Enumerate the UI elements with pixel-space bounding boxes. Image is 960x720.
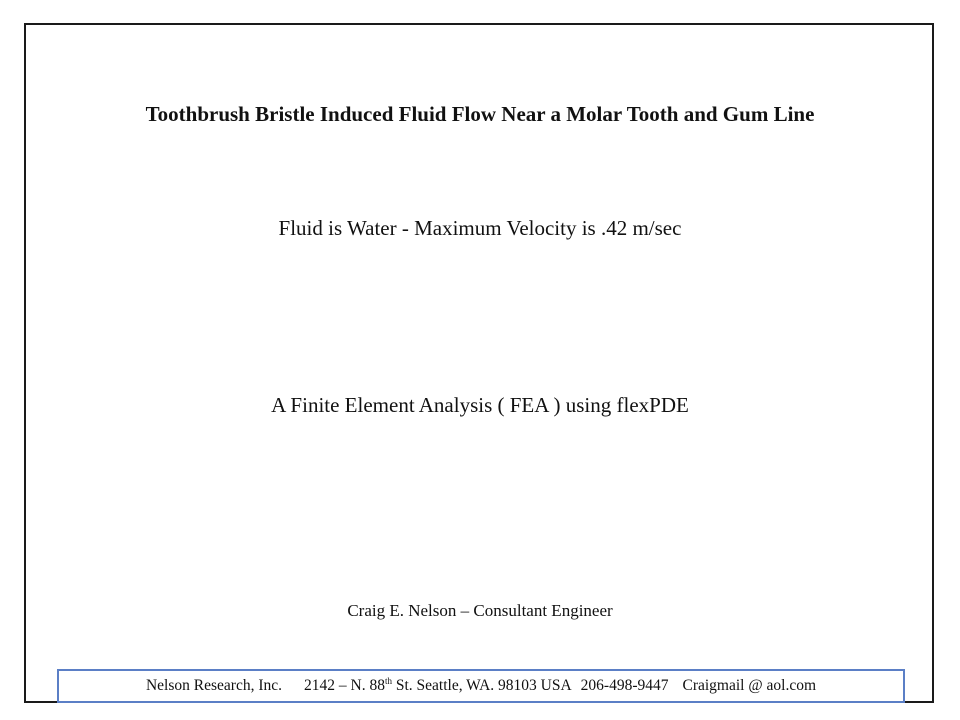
street-ordinal-suffix: th xyxy=(384,675,392,686)
contact-footer xyxy=(57,669,905,703)
street-number: 2142 – N. 88 xyxy=(304,677,385,694)
slide-title: Toothbrush Bristle Induced Fluid Flow Near a Molar Tooth and Gum Line xyxy=(145,102,815,126)
contact-footer-text xyxy=(146,677,816,695)
phone-number: 206-498-9447 xyxy=(580,677,669,694)
author-line: Craig E. Nelson – Consultant Engineer xyxy=(347,601,613,620)
slide-subtitle: Fluid is Water - Maximum Velocity is .42 m/sec xyxy=(278,216,682,240)
email-address[interactable]: Craigmail @ aol.com xyxy=(682,677,817,694)
analysis-method: A Finite Element Analysis ( FEA ) using flexPDE xyxy=(271,393,689,417)
street-rest: St. Seattle, WA. 98103 USA xyxy=(391,677,572,694)
street-address xyxy=(304,677,572,694)
company-name: Nelson Research, Inc. xyxy=(145,677,282,694)
